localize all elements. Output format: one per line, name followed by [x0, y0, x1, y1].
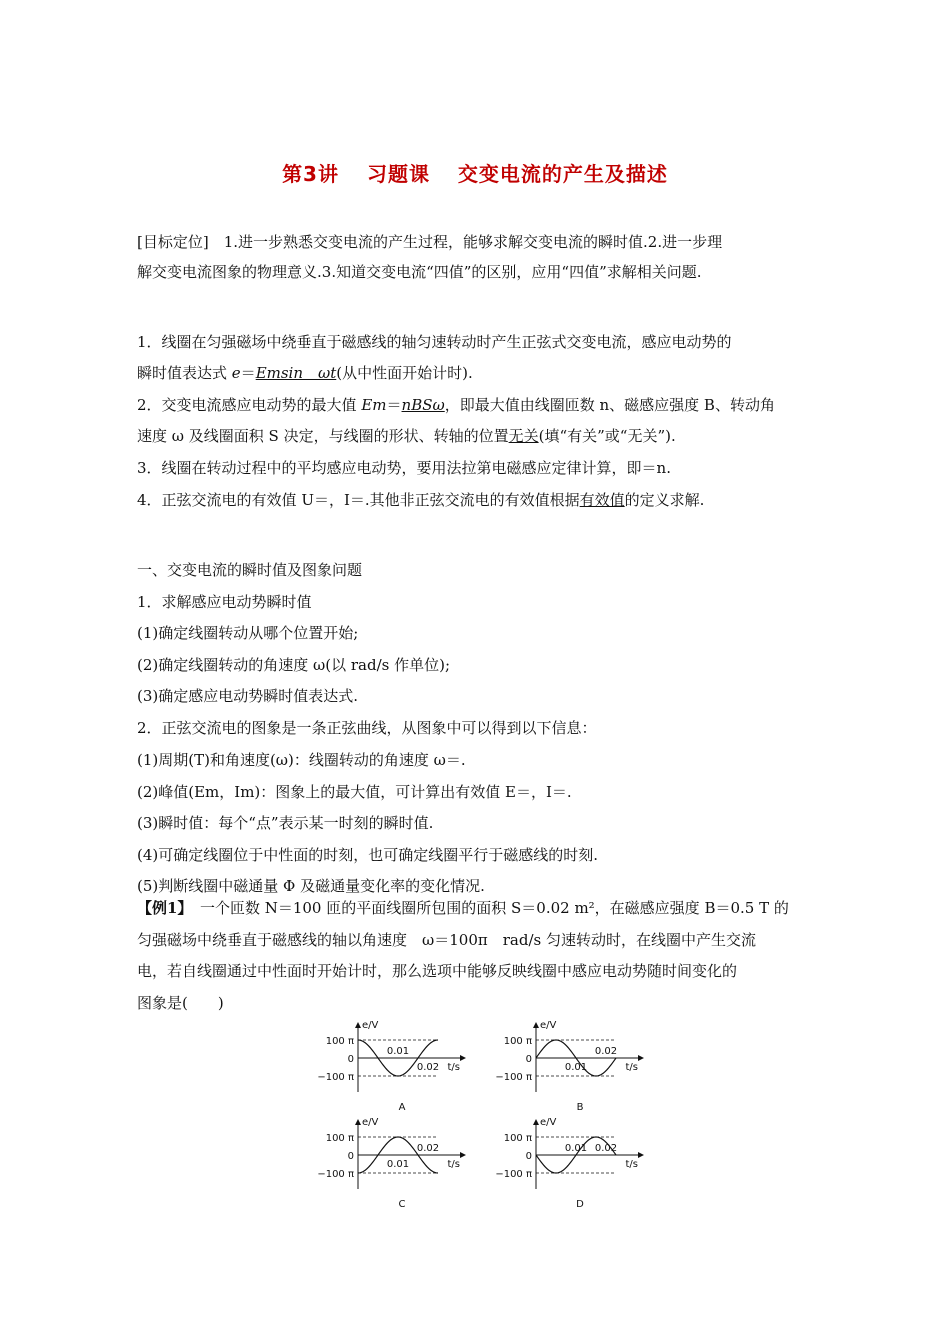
- page-title: [0, 158, 950, 187]
- x-axis-label: t/s: [625, 1062, 638, 1073]
- review-p2-b: [137, 426, 817, 446]
- section-item: (3)确定感应电动势瞬时值表达式.: [137, 687, 359, 705]
- y-tick-bottom: −100 π: [495, 1072, 532, 1083]
- y-tick-zero: 0: [347, 1054, 354, 1065]
- graph-c: [310, 1117, 470, 1212]
- x-tick-002: 0.02: [416, 1143, 440, 1154]
- y-tick-bottom: −100 π: [495, 1169, 532, 1180]
- review-p3: 3．线圈在转动过程中的平均感应电动势，要用法拉第电磁感应定律计算，即＝n.: [137, 459, 671, 477]
- text: (填“有关”或“无关”).: [538, 427, 676, 445]
- review-p1-b: [137, 363, 817, 383]
- graph-b: [488, 1020, 648, 1115]
- e-axis-arrow: [533, 1119, 539, 1125]
- text: 速度 ω 及线圈面积 S 决定，与线圈的形状、转轴的位置: [137, 427, 509, 445]
- x-tick-001: 0.01: [564, 1143, 588, 1154]
- title-type: 习题课: [366, 162, 430, 186]
- title-topic: 交变电流的产生及描述: [457, 162, 668, 186]
- section-item: (1)周期(T)和角速度(ω)：线圈转动的角速度 ω＝.: [137, 751, 466, 769]
- x-tick-001: 0.01: [386, 1159, 410, 1170]
- example-line-2: 匀强磁场中绕垂直于磁感线的轴以角速度 ω＝100π rad/s 匀速转动时，在线圈中产生交流: [137, 931, 756, 949]
- y-tick-zero: 0: [525, 1151, 532, 1162]
- x-axis-label: t/s: [447, 1159, 460, 1170]
- review-p4: [137, 490, 817, 510]
- answer-formula: Emsin ωt: [255, 364, 337, 382]
- section-heading: 一、交变电流的瞬时值及图象问题: [137, 561, 363, 579]
- text: 一个匝数 N＝100 匝的平面线圈所包围的面积 S＝0.02 m²，在磁感应强度 B＝0.5 T 的: [184, 899, 789, 917]
- option-label: C: [398, 1199, 406, 1210]
- section-item: 2．正弦交流电的图象是一条正弦曲线，从图象中可以得到以下信息：: [137, 719, 597, 737]
- example-line-1: [137, 898, 817, 918]
- section-item: (3)瞬时值：每个“点”表示某一时刻的瞬时值.: [137, 814, 434, 832]
- y-tick-zero: 0: [347, 1151, 354, 1162]
- goal-line-1: [目标定位] 1.进一步熟悉交变电流的产生过程，能够求解交变电流的瞬时值.2.进一步理: [137, 233, 723, 251]
- y-tick-bottom: −100 π: [317, 1072, 354, 1083]
- review-p1-a: 1．线圈在匀强磁场中绕垂直于磁感线的轴匀速转动时产生正弦式交变电流，感应电动势的: [137, 333, 732, 351]
- title-lecture: 第3讲: [282, 162, 339, 186]
- symbol-e: e: [231, 364, 241, 382]
- option-label: D: [576, 1199, 584, 1210]
- e-axis-arrow: [533, 1022, 539, 1028]
- example-tag: 【例1】: [137, 899, 185, 917]
- y-tick-bottom: −100 π: [317, 1169, 354, 1180]
- text: (从中性面开始计时).: [336, 364, 473, 382]
- y-axis-label: e/V: [540, 1020, 557, 1031]
- y-tick-top: 100 π: [503, 1133, 532, 1144]
- section-item: (2)峰值(Em，Im)：图象上的最大值，可计算出有效值 E＝，I＝.: [137, 783, 572, 801]
- t-axis-arrow: [460, 1152, 466, 1158]
- review-p2-a: [137, 395, 817, 415]
- option-label: A: [398, 1102, 406, 1113]
- section-item: (5)判断线圈中磁通量 Φ 及磁通量变化率的变化情况.: [137, 877, 485, 895]
- text: 2．交变电流感应电动势的最大值: [137, 396, 362, 414]
- y-tick-top: 100 π: [325, 1133, 354, 1144]
- answer-effective-value: 有效值: [579, 491, 625, 509]
- text: 4．正弦交流电的有效值 U＝，I＝.其他非正弦交流电的有效值根据: [137, 491, 580, 509]
- graph-svg: [310, 1020, 470, 1115]
- example-line-3: 电，若自线圈通过中性面时开始计时，那么选项中能够反映线圈中感应电动势随时间变化的: [137, 962, 738, 980]
- graph-svg: [310, 1117, 470, 1212]
- t-axis-arrow: [460, 1055, 466, 1061]
- y-tick-top: 100 π: [325, 1036, 354, 1047]
- x-axis-label: t/s: [447, 1062, 460, 1073]
- x-tick-002: 0.02: [416, 1062, 440, 1073]
- example-line-4: 图象是( ): [137, 994, 224, 1012]
- x-tick-001: 0.01: [564, 1062, 588, 1073]
- symbol-em: Em: [361, 396, 387, 414]
- graph-a: [310, 1020, 470, 1115]
- t-axis-arrow: [638, 1152, 644, 1158]
- option-label: B: [576, 1102, 584, 1113]
- option-graphs: [310, 1020, 650, 1220]
- goal-line-2: 解交变电流图象的物理意义.3.知道交变电流“四值”的区别，应用“四值”求解相关问题.: [137, 263, 702, 281]
- graph-svg: [488, 1117, 648, 1212]
- graph-d: [488, 1117, 648, 1212]
- y-axis-label: e/V: [362, 1117, 379, 1128]
- y-axis-label: e/V: [540, 1117, 557, 1128]
- section-item: 1．求解感应电动势瞬时值: [137, 593, 312, 611]
- graph-svg: [488, 1020, 648, 1115]
- t-axis-arrow: [638, 1055, 644, 1061]
- answer-unrelated: 无关: [508, 427, 539, 445]
- e-axis-arrow: [355, 1022, 361, 1028]
- x-tick-002: 0.02: [594, 1046, 618, 1057]
- text: ，即最大值由线圈匝数 n、磁感应强度 B、转动角: [444, 396, 775, 414]
- text: ＝: [386, 396, 402, 414]
- text: ＝: [240, 364, 256, 382]
- x-tick-001: 0.01: [386, 1046, 410, 1057]
- section-item: (2)确定线圈转动的角速度 ω(以 rad/s 作单位);: [137, 656, 451, 674]
- e-axis-arrow: [355, 1119, 361, 1125]
- section-item: (1)确定线圈转动从哪个位置开始;: [137, 624, 359, 642]
- x-tick-002: 0.02: [594, 1143, 618, 1154]
- y-tick-top: 100 π: [503, 1036, 532, 1047]
- text: 瞬时值表达式: [137, 364, 232, 382]
- y-tick-zero: 0: [525, 1054, 532, 1065]
- text: 的定义求解.: [624, 491, 705, 509]
- y-axis-label: e/V: [362, 1020, 379, 1031]
- x-axis-label: t/s: [625, 1159, 638, 1170]
- section-item: (4)可确定线圈位于中性面的时刻，也可确定线圈平行于磁感线的时刻.: [137, 846, 599, 864]
- answer-max-value: nBSω: [401, 396, 445, 414]
